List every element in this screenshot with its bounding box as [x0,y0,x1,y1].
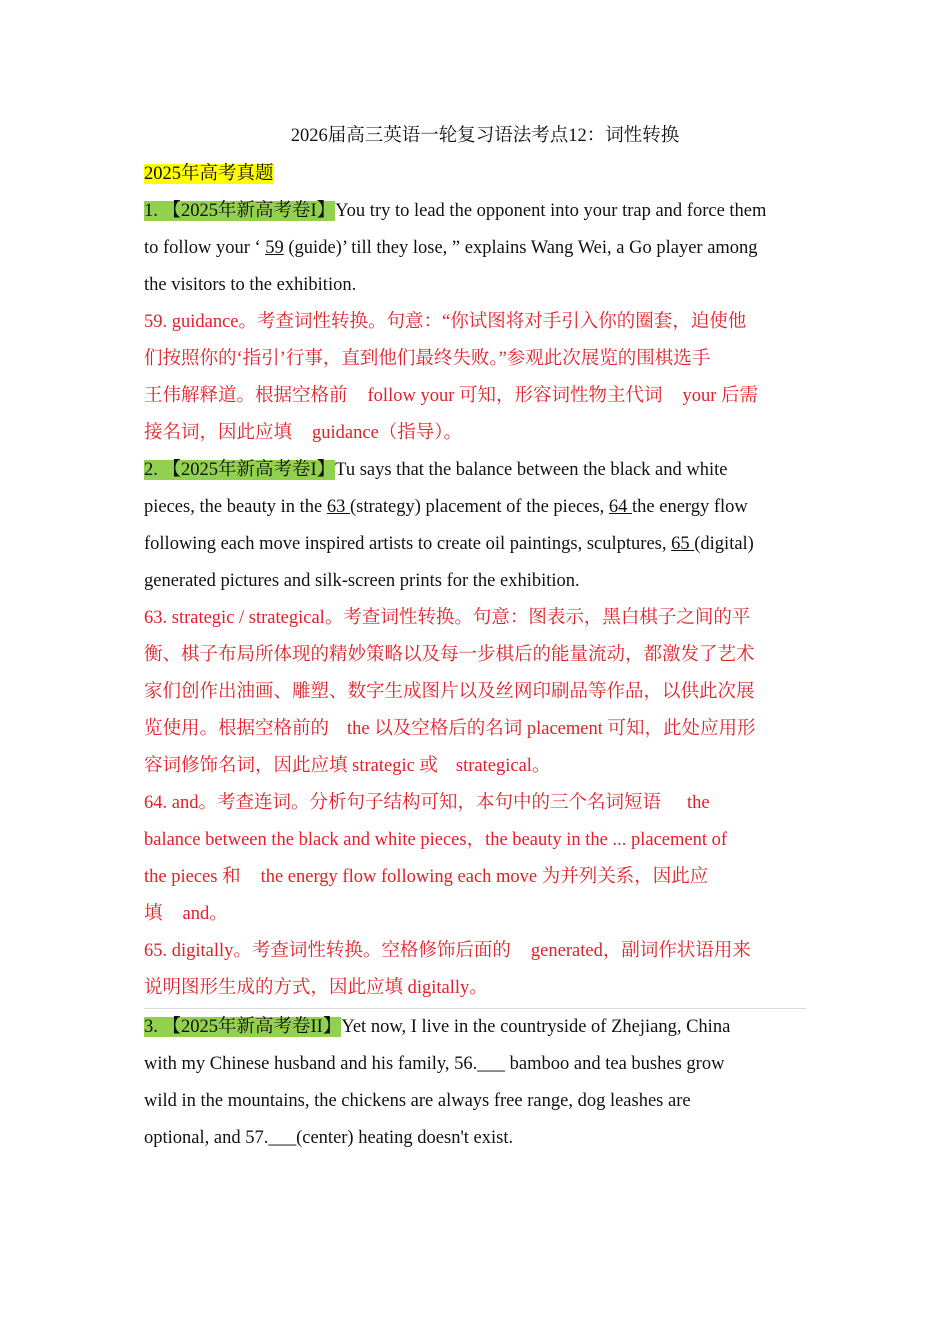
question-text: following each move inspired artists to create oil paintings, sculptures, [144,534,672,554]
question-text: the visitors to the exhibition. [144,275,357,295]
answer-63 [144,600,806,785]
answer-text: the [686,793,710,813]
question-text: optional, and 57.___(center) heating doesn't exist. [144,1128,514,1148]
question-text: wild in the mountains, the chickens are always free range, dog leashes are [144,1091,691,1111]
answer-text: 们按照你的‘指引’行事，直到他们最终失败。”参观此次展览的围棋选手 [144,349,711,369]
answer-59 [144,304,806,452]
answer-text: the 以及空格后的名词 placement 可知，此处应用形 [347,719,756,739]
answer-text: balance between the black and white pieces，the beauty in the ... placement of [144,830,728,850]
answer-65 [144,933,806,1007]
question-source-tag: 2. 【2025年新高考卷I】 [144,460,336,480]
answer-text: 衡、棋子布局所体现的精妙策略以及每一步棋后的能量流动，都激发了艺术 [144,645,755,665]
question-text: (digital) [694,534,754,554]
question-text: (guide)’ till they lose, ” explains Wang Wei, a Go player among [283,238,758,258]
document-page [144,116,806,1157]
answer-text: the pieces 和 [144,867,241,887]
answer-text: 接名词，因此应填 [144,423,293,443]
section-label: 2025年高考真题 [144,164,274,184]
question-text: with my Chinese husband and his family, 56.___ bamboo and tea bushes grow [144,1054,725,1074]
answer-text: 填 [144,904,163,924]
question-2 [144,452,806,600]
blank-number: 59 [265,238,284,258]
question-1 [144,193,806,304]
question-text: (strategy) placement of the pieces, [350,497,609,517]
question-text: pieces, the beauty in the [144,497,327,517]
question-text: generated pictures and silk-screen prints for the exhibition. [144,571,580,591]
question-text: the energy flow [632,497,748,517]
answer-text: strategical。 [455,756,551,776]
question-source-tag: 1. 【2025年新高考卷I】 [144,201,336,221]
answer-text: 59. guidance。考查词性转换。句意：“你试图将对手引入你的圈套，迫使他 [144,312,747,332]
section-heading [144,156,806,193]
question-3 [144,1009,806,1157]
answer-text: 王伟解释道。根据空格前 [144,386,348,406]
question-text: Tu says that the balance between the black and white [335,460,728,480]
answer-64 [144,785,806,933]
answer-text: 说明图形生成的方式，因此应填 digitally。 [144,978,488,998]
question-text: Yet now, I live in the countryside of Zhejiang, China [341,1017,731,1037]
answer-text: 览使用。根据空格前的 [144,719,330,739]
answer-text: 65. digitally。考查词性转换。空格修饰后面的 [144,941,511,961]
answer-text: 家们创作出油画、雕塑、数字生成图片以及丝网印刷品等作品，以供此次展 [144,682,755,702]
answer-text: follow your 可知，形容词性物主代词 [367,386,663,406]
blank-number: 63 [326,497,351,517]
blank-number: 64 [608,497,633,517]
answer-text: 64. and。考查连词。分析句子结构可知，本句中的三个名词短语 [144,793,661,813]
answer-text: the energy flow following each move 为并列关系，因此应 [260,867,709,887]
answer-text: generated，副词作状语用来 [530,941,751,961]
answer-text: and。 [182,904,228,924]
answer-text: 容词修饰名词，因此应填 strategic 或 [144,756,438,776]
page-title: 2026届高三英语一轮复习语法考点12：词性转换 [290,126,680,146]
question-text: to follow your ‘ [144,238,266,258]
question-text: You try to lead the opponent into your trap and force them [335,201,767,221]
blank-number: 65 [671,534,695,554]
answer-text: your 后需 [682,386,759,406]
question-source-tag: 3. 【2025年新高考卷II】 [144,1017,342,1037]
answer-text: guidance（指导）。 [312,423,463,443]
answer-text: 63. strategic / strategical。考查词性转换。句意：图表示，黑白棋子之间的平 [144,608,751,628]
